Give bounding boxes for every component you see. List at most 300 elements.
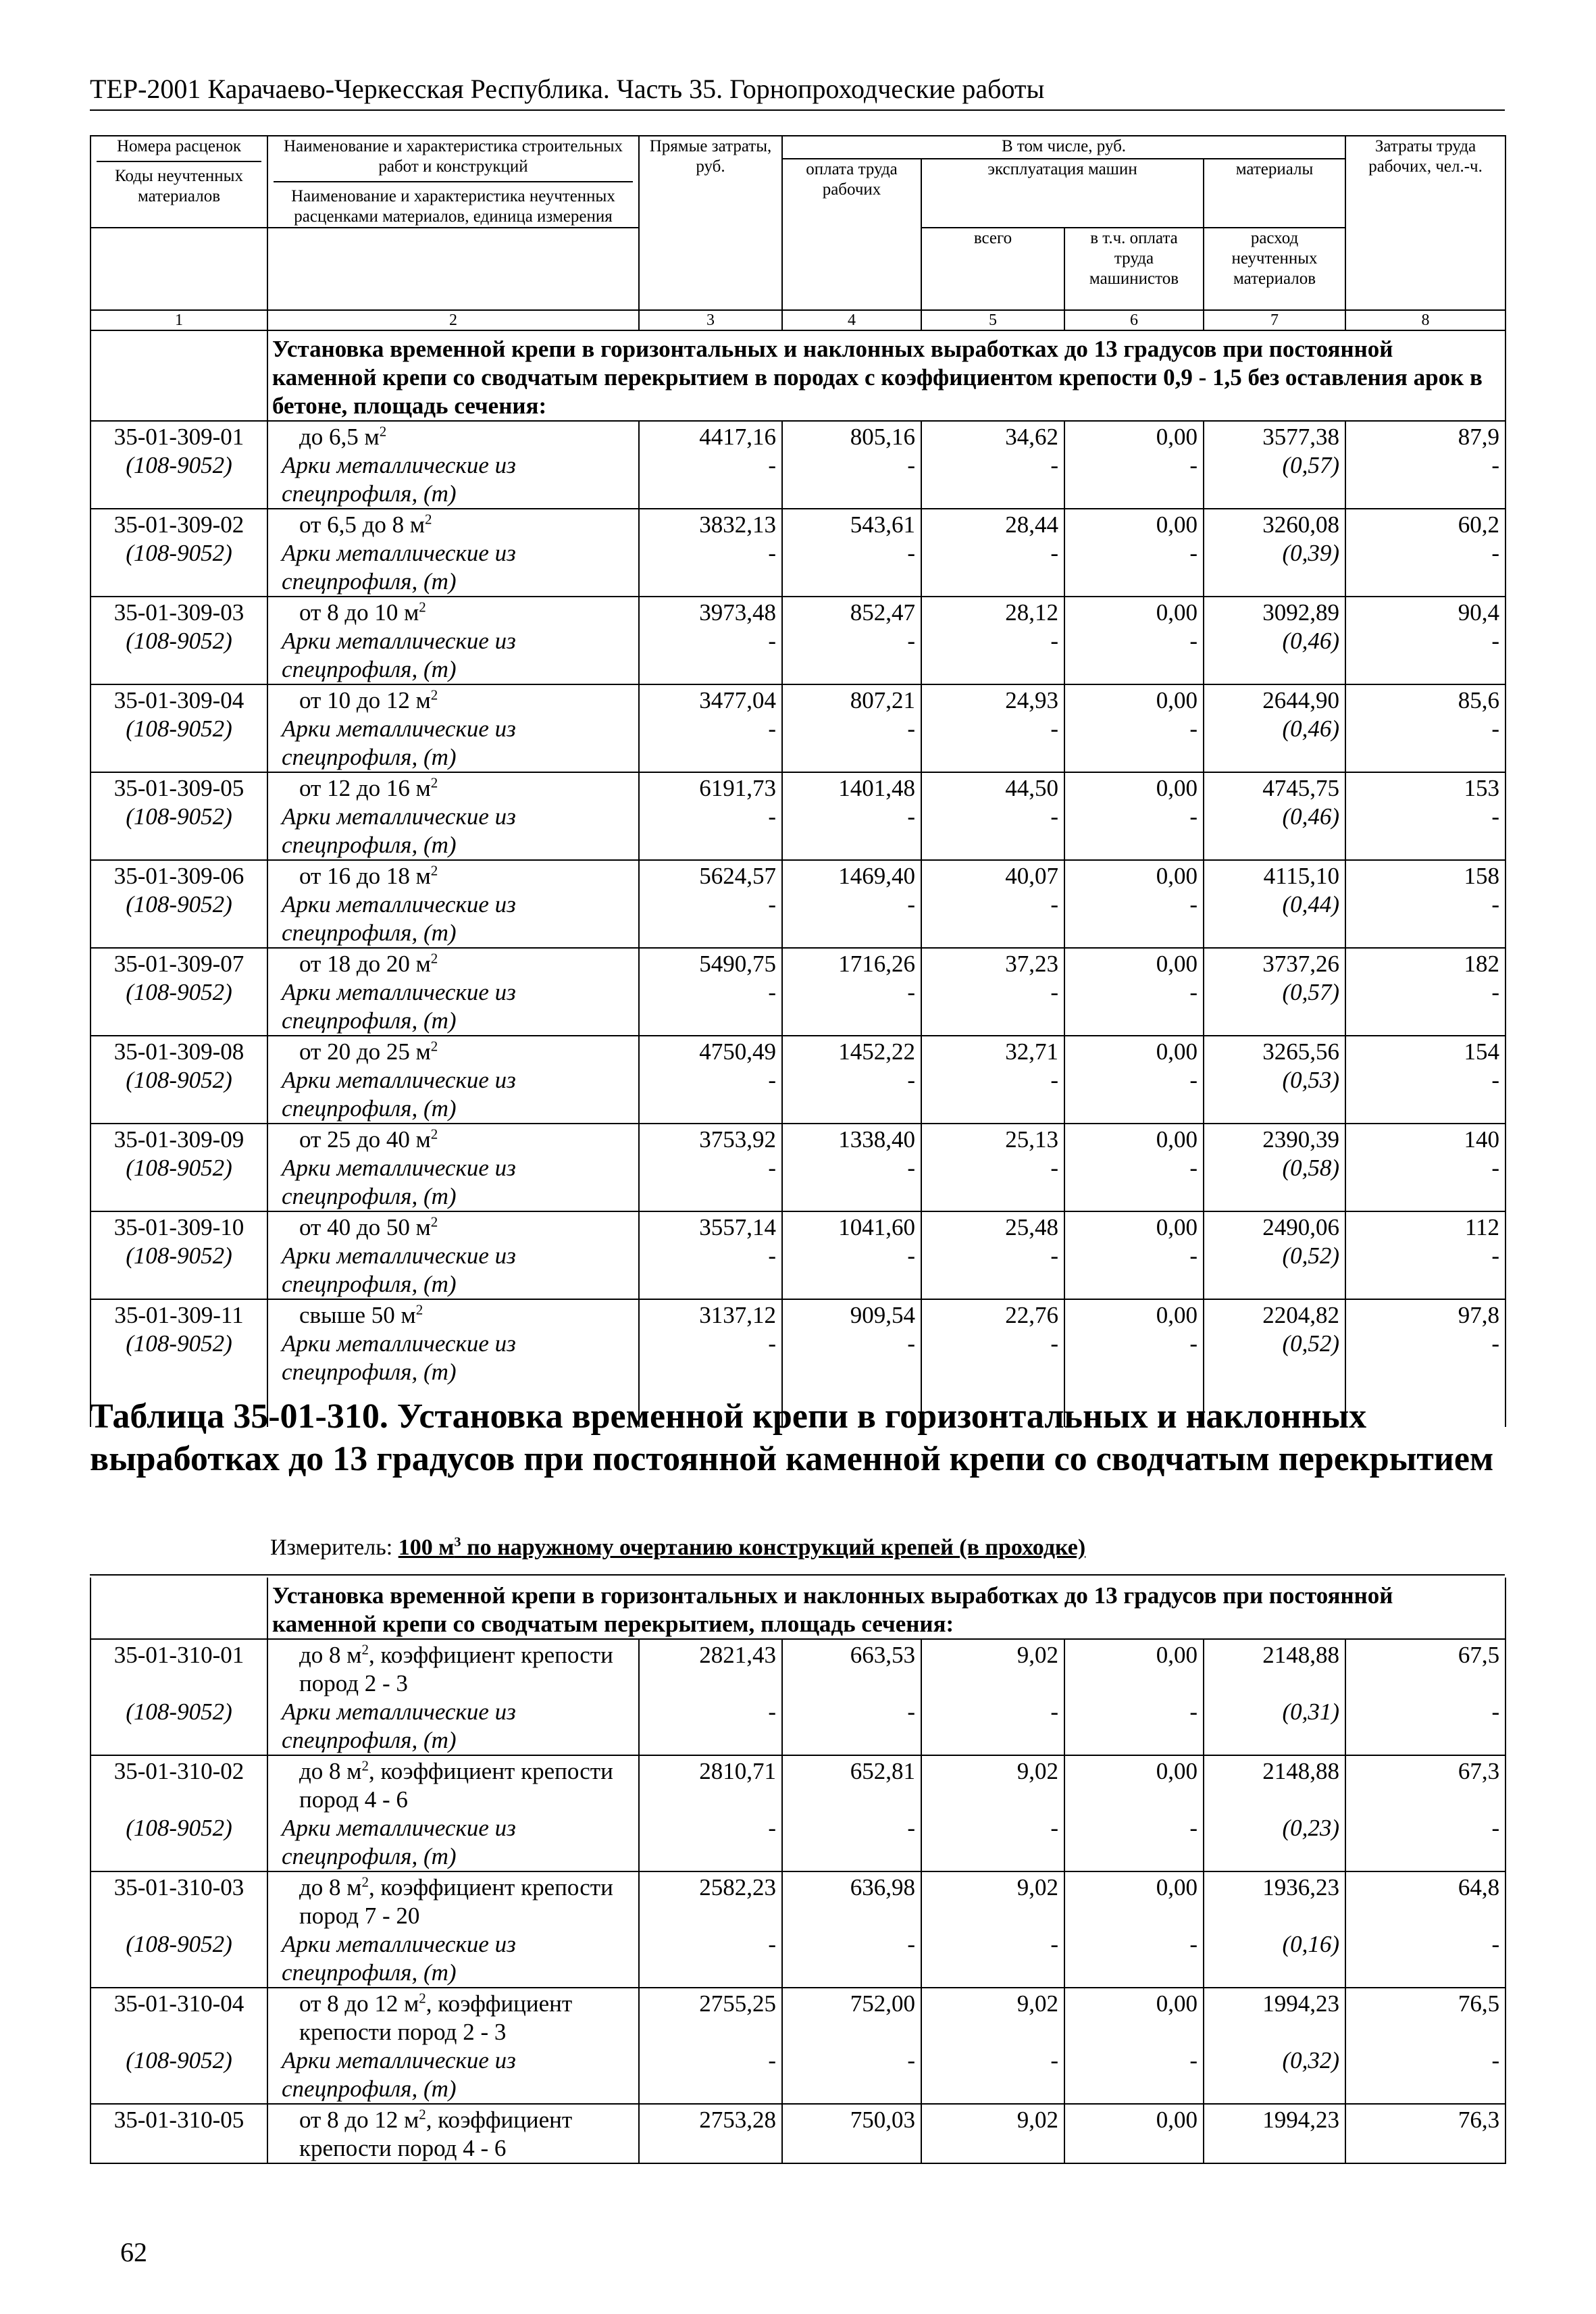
dash-cell: - (1345, 803, 1505, 860)
direct-costs: 2753,28 (639, 2104, 782, 2163)
table-row (91, 1299, 1505, 1330)
materials-cost: 4745,75 (1204, 772, 1345, 803)
direct-costs: 2755,25 (639, 1988, 782, 2046)
material-row (91, 1814, 1505, 1871)
dash-cell: - (639, 890, 782, 948)
table-body (91, 421, 1505, 1386)
dash-cell: - (921, 1154, 1064, 1211)
rate-code: 35-01-310-02 (91, 1755, 267, 1814)
rate-code: 35-01-310-01 (91, 1639, 267, 1698)
col-number: 1 (91, 310, 267, 330)
materials-cost: 3092,89 (1204, 597, 1345, 627)
labor-hours: 67,5 (1345, 1639, 1505, 1698)
labor-pay: 752,00 (782, 1988, 921, 2046)
material-qty: (0,32) (1204, 2046, 1345, 2104)
table-row (91, 1124, 1505, 1154)
material-name: Арки металлические из спецпрофиля, (т) (267, 1930, 639, 1988)
material-qty: (0,31) (1204, 1698, 1345, 1755)
dash-cell: - (1345, 451, 1505, 509)
dash-cell: - (1064, 1242, 1204, 1299)
machinists-pay: 0,00 (1064, 1988, 1204, 2046)
col-group-header: В том числе, руб. (782, 136, 1345, 159)
dash-cell: - (1064, 890, 1204, 948)
dash-cell: - (782, 2046, 921, 2104)
dash-cell: - (1064, 1930, 1204, 1988)
rate-name: от 6,5 до 8 $м^2$ (267, 509, 639, 539)
material-code: (108-9052) (91, 627, 267, 684)
section-title: Установка временной крепи в горизонтальных и наклонных выработках до 13 градусов при постоянной каменной крепи со сводчатым перекрытием в породах с коэффициентом крепости 0,9 - 1,5 без оставления арок в бетоне, площадь сечения: (267, 330, 1505, 421)
table-row (91, 1755, 1505, 1814)
materials-cost: 1936,23 (1204, 1871, 1345, 1930)
col-codes-spacer (91, 228, 267, 310)
material-name: Арки металлические из спецпрофиля, (т) (267, 451, 639, 509)
table-row (91, 509, 1505, 539)
rate-code: 35-01-310-04 (91, 1988, 267, 2046)
table-row (91, 684, 1505, 715)
rate-name: до 6,5 $м^2$ (267, 421, 639, 451)
material-row (91, 715, 1505, 772)
material-qty: (0,52) (1204, 1330, 1345, 1386)
rate-code: 35-01-309-03 (91, 597, 267, 627)
table-row (91, 860, 1505, 890)
rate-code: 35-01-309-09 (91, 1124, 267, 1154)
material-row (91, 1930, 1505, 1988)
rate-name: от 25 до 40 $м^2$ (267, 1124, 639, 1154)
labor-hours: 87,9 (1345, 421, 1505, 451)
machines-total: 9,02 (921, 1871, 1064, 1930)
dash-cell: - (782, 1814, 921, 1871)
rate-code: 35-01-309-06 (91, 860, 267, 890)
section-title: Установка временной крепи в горизонтальных и наклонных выработках до 13 градусов при постоянной каменной крепи со сводчатым перекрытием, площадь сечения: (267, 1578, 1505, 1639)
labor-pay: 1469,40 (782, 860, 921, 890)
material-qty: (0,58) (1204, 1154, 1345, 1211)
dash-cell: - (921, 2046, 1064, 2104)
labor-pay: 543,61 (782, 509, 921, 539)
materials-cost: 3265,56 (1204, 1036, 1345, 1066)
rates-table-309 (90, 135, 1506, 1427)
labor-hours: 153 (1345, 772, 1505, 803)
machinists-pay: 0,00 (1064, 1299, 1204, 1330)
table-row (91, 1639, 1505, 1698)
dash-cell: - (1064, 978, 1204, 1036)
col-number: 3 (639, 310, 782, 330)
material-row (91, 1330, 1505, 1386)
dash-cell: - (639, 627, 782, 684)
col-machines-header: эксплуатация машин (921, 159, 1204, 228)
col-name-header: Наименование и характеристика строительных работ и конструкций Наименование и характеристика неучтенных расценками материалов, единица измерения (267, 136, 639, 228)
material-code: (108-9052) (91, 1814, 267, 1871)
machines-total: 9,02 (921, 1639, 1064, 1698)
table-header (91, 136, 1505, 330)
dash-cell: - (921, 1814, 1064, 1871)
col-number: 2 (267, 310, 639, 330)
material-code: (108-9052) (91, 1330, 267, 1386)
machines-total: 28,12 (921, 597, 1064, 627)
col-mach-total-header: всего (921, 228, 1064, 310)
col-number: 6 (1064, 310, 1204, 330)
machines-total: 24,93 (921, 684, 1064, 715)
materials-cost: 3260,08 (1204, 509, 1345, 539)
rate-name: до 8 $м^2$, коэффициент крепости пород 2 - 3 (267, 1639, 639, 1698)
labor-pay: 807,21 (782, 684, 921, 715)
rate-code: 35-01-309-02 (91, 509, 267, 539)
material-name: Арки металлические из спецпрофиля, (т) (267, 1814, 639, 1871)
dash-cell: - (1064, 1698, 1204, 1755)
col-number: 4 (782, 310, 921, 330)
materials-cost: 2148,88 (1204, 1755, 1345, 1814)
labor-pay: 1401,48 (782, 772, 921, 803)
rate-code: 35-01-310-05 (91, 2104, 267, 2163)
rate-code: 35-01-309-07 (91, 948, 267, 978)
machinists-pay: 0,00 (1064, 684, 1204, 715)
material-name: Арки металлические из спецпрофиля, (т) (267, 1242, 639, 1299)
dash-cell: - (639, 1330, 782, 1386)
dash-cell: - (1345, 2046, 1505, 2104)
direct-costs: 5490,75 (639, 948, 782, 978)
dash-cell: - (1345, 1242, 1505, 1299)
rate-name: от 18 до 20 $м^2$ (267, 948, 639, 978)
labor-hours: 140 (1345, 1124, 1505, 1154)
dash-cell: - (1345, 539, 1505, 597)
dash-cell: - (639, 1930, 782, 1988)
material-row (91, 890, 1505, 948)
rate-name: от 16 до 18 $м^2$ (267, 860, 639, 890)
dash-cell: - (639, 1242, 782, 1299)
dash-cell: - (921, 451, 1064, 509)
materials-cost: 3577,38 (1204, 421, 1345, 451)
col-materials-header: материалы (1204, 159, 1345, 228)
dash-cell: - (639, 451, 782, 509)
dash-cell: - (1345, 1930, 1505, 1988)
material-qty: (0,52) (1204, 1242, 1345, 1299)
material-row (91, 1698, 1505, 1755)
section-spacer (91, 1578, 267, 1639)
col-number: 8 (1345, 310, 1505, 330)
meter-value: 100 $м^3$ по наружному очертанию конструкций крепей (в проходке) (398, 1534, 1086, 1560)
dash-cell: - (782, 1066, 921, 1124)
dash-cell: - (639, 715, 782, 772)
materials-cost: 2204,82 (1204, 1299, 1345, 1330)
labor-hours: 76,3 (1345, 2104, 1505, 2163)
material-row (91, 1242, 1505, 1299)
direct-costs: 2810,71 (639, 1755, 782, 1814)
page-number: 62 (120, 2237, 147, 2267)
labor-hours: 182 (1345, 948, 1505, 978)
material-code: (108-9052) (91, 451, 267, 509)
dash-cell: - (921, 715, 1064, 772)
dash-cell: - (921, 803, 1064, 860)
dash-cell: - (921, 1242, 1064, 1299)
dash-cell: - (782, 1698, 921, 1755)
col-number: 7 (1204, 310, 1345, 330)
material-code: (108-9052) (91, 539, 267, 597)
dash-cell: - (1064, 627, 1204, 684)
dash-cell: - (921, 978, 1064, 1036)
material-qty: (0,53) (1204, 1066, 1345, 1124)
machinists-pay: 0,00 (1064, 2104, 1204, 2163)
dash-cell: - (1345, 1066, 1505, 1124)
dash-cell: - (782, 978, 921, 1036)
col-mach-labor-header: в т.ч. оплата труда машинистов (1064, 228, 1204, 310)
labor-hours: 158 (1345, 860, 1505, 890)
material-code: (108-9052) (91, 1698, 267, 1755)
dash-cell: - (1345, 715, 1505, 772)
material-name: Арки металлические из спецпрофиля, (т) (267, 627, 639, 684)
direct-costs: 3557,14 (639, 1211, 782, 1242)
dash-cell: - (1064, 1066, 1204, 1124)
material-qty: (0,39) (1204, 539, 1345, 597)
direct-costs: 3137,12 (639, 1299, 782, 1330)
dash-cell: - (782, 890, 921, 948)
materials-cost: 4115,10 (1204, 860, 1345, 890)
page-header: ТЕР-2001 Карачаево-Черкесская Республика. Часть 35. Горнопроходческие работы (90, 73, 1505, 111)
col-hours-header: Затраты труда рабочих, чел.-ч. (1345, 136, 1505, 310)
table-row (91, 1871, 1505, 1930)
labor-pay: 1041,60 (782, 1211, 921, 1242)
material-name: Арки металлические из спецпрофиля, (т) (267, 1330, 639, 1386)
direct-costs: 6191,73 (639, 772, 782, 803)
dash-cell: - (1064, 715, 1204, 772)
col-mat-qty-header: расход неучтенных материалов (1204, 228, 1345, 310)
material-row (91, 539, 1505, 597)
dash-cell: - (782, 451, 921, 509)
machinists-pay: 0,00 (1064, 1755, 1204, 1814)
dash-cell: - (1345, 890, 1505, 948)
machines-total: 37,23 (921, 948, 1064, 978)
rates-table-310 (90, 1578, 1506, 2164)
direct-costs: 3477,04 (639, 684, 782, 715)
material-qty: (0,57) (1204, 978, 1345, 1036)
material-name: Арки металлические из спецпрофиля, (т) (267, 715, 639, 772)
rate-name: от 8 до 12 $м^2$, коэффициент крепости пород 4 - 6 (267, 2104, 639, 2163)
labor-hours: 90,4 (1345, 597, 1505, 627)
material-qty: (0,44) (1204, 890, 1345, 948)
machinists-pay: 0,00 (1064, 1124, 1204, 1154)
labor-hours: 76,5 (1345, 1988, 1505, 2046)
material-row (91, 2046, 1505, 2104)
direct-costs: 3832,13 (639, 509, 782, 539)
col-name-spacer (267, 228, 639, 310)
dash-cell: - (1064, 539, 1204, 597)
machines-total: 44,50 (921, 772, 1064, 803)
material-code: (108-9052) (91, 2046, 267, 2104)
dash-cell: - (1064, 451, 1204, 509)
machines-total: 22,76 (921, 1299, 1064, 1330)
material-code: (108-9052) (91, 1930, 267, 1988)
rate-code: 35-01-309-04 (91, 684, 267, 715)
machinists-pay: 0,00 (1064, 948, 1204, 978)
dash-cell: - (639, 978, 782, 1036)
table-row (91, 597, 1505, 627)
machines-total: 25,48 (921, 1211, 1064, 1242)
dash-cell: - (1064, 803, 1204, 860)
dash-cell: - (921, 1698, 1064, 1755)
table-row (91, 772, 1505, 803)
dash-cell: - (921, 1930, 1064, 1988)
material-name: Арки металлические из спецпрофиля, (т) (267, 1698, 639, 1755)
material-qty: (0,57) (1204, 451, 1345, 509)
material-row (91, 978, 1505, 1036)
dash-cell: - (639, 1066, 782, 1124)
table-row (91, 2104, 1505, 2163)
table-body (91, 1639, 1505, 2163)
material-name: Арки металлические из спецпрофиля, (т) (267, 978, 639, 1036)
dash-cell: - (782, 803, 921, 860)
labor-hours: 64,8 (1345, 1871, 1505, 1930)
material-qty: (0,46) (1204, 627, 1345, 684)
material-qty: (0,46) (1204, 715, 1345, 772)
dash-cell: - (639, 2046, 782, 2104)
rate-code: 35-01-309-01 (91, 421, 267, 451)
material-name: Арки металлические из спецпрофиля, (т) (267, 539, 639, 597)
dash-cell: - (639, 1814, 782, 1871)
material-row (91, 803, 1505, 860)
dash-cell: - (1064, 1814, 1204, 1871)
machinists-pay: 0,00 (1064, 1639, 1204, 1698)
labor-hours: 85,6 (1345, 684, 1505, 715)
dash-cell: - (1345, 627, 1505, 684)
labor-pay: 805,16 (782, 421, 921, 451)
dash-cell: - (921, 1330, 1064, 1386)
divider (90, 1574, 1505, 1576)
dash-cell: - (639, 1698, 782, 1755)
machines-total: 28,44 (921, 509, 1064, 539)
labor-pay: 636,98 (782, 1871, 921, 1930)
col-labor-header: оплата труда рабочих (782, 159, 921, 310)
machines-total: 32,71 (921, 1036, 1064, 1066)
rate-name: от 40 до 50 $м^2$ (267, 1211, 639, 1242)
machinists-pay: 0,00 (1064, 1871, 1204, 1930)
table-title-rest: Установка временной крепи в горизонтальных и наклонных выработках до 13 градусов при постоянной каменной крепи со сводчатым перекрытием (90, 1397, 1494, 1478)
material-code: (108-9052) (91, 715, 267, 772)
material-qty: (0,16) (1204, 1930, 1345, 1988)
rate-code: 35-01-309-08 (91, 1036, 267, 1066)
direct-costs: 2582,23 (639, 1871, 782, 1930)
direct-costs: 4417,16 (639, 421, 782, 451)
material-code: (108-9052) (91, 978, 267, 1036)
col-codes-header: Номера расценок Коды неучтенных материалов (91, 136, 267, 228)
labor-pay: 852,47 (782, 597, 921, 627)
material-qty: (0,46) (1204, 803, 1345, 860)
labor-pay: 1452,22 (782, 1036, 921, 1066)
table-title (90, 1395, 1505, 1480)
machines-total: 25,13 (921, 1124, 1064, 1154)
machines-total: 9,02 (921, 1755, 1064, 1814)
meter-label: Измеритель: (270, 1535, 393, 1560)
labor-pay: 750,03 (782, 2104, 921, 2163)
material-name: Арки металлические из спецпрофиля, (т) (267, 1066, 639, 1124)
dash-cell: - (1064, 1154, 1204, 1211)
material-code: (108-9052) (91, 803, 267, 860)
labor-hours: 60,2 (1345, 509, 1505, 539)
labor-hours: 154 (1345, 1036, 1505, 1066)
dash-cell: - (921, 539, 1064, 597)
materials-cost: 1994,23 (1204, 2104, 1345, 2163)
table-title-lead: Таблица 35-01-310. (90, 1397, 388, 1436)
rate-code: 35-01-309-11 (91, 1299, 267, 1330)
rate-name: от 8 до 10 $м^2$ (267, 597, 639, 627)
materials-cost: 3737,26 (1204, 948, 1345, 978)
dash-cell: - (1345, 1154, 1505, 1211)
machinists-pay: 0,00 (1064, 1211, 1204, 1242)
machines-total: 9,02 (921, 2104, 1064, 2163)
dash-cell: - (1345, 1814, 1505, 1871)
col-direct-header: Прямые затраты, руб. (639, 136, 782, 310)
dash-cell: - (1345, 978, 1505, 1036)
rate-code: 35-01-309-05 (91, 772, 267, 803)
rate-name: от 8 до 12 $м^2$, коэффициент крепости пород 2 - 3 (267, 1988, 639, 2046)
direct-costs: 4750,49 (639, 1036, 782, 1066)
dash-cell: - (639, 539, 782, 597)
machinists-pay: 0,00 (1064, 772, 1204, 803)
rate-name: от 12 до 16 $м^2$ (267, 772, 639, 803)
dash-cell: - (782, 539, 921, 597)
dash-cell: - (782, 1154, 921, 1211)
material-name: Арки металлические из спецпрофиля, (т) (267, 803, 639, 860)
table-row (91, 421, 1505, 451)
dash-cell: - (782, 1330, 921, 1386)
dash-cell: - (921, 1066, 1064, 1124)
dash-cell: - (639, 1154, 782, 1211)
dash-cell: - (921, 890, 1064, 948)
machinists-pay: 0,00 (1064, 421, 1204, 451)
dash-cell: - (1064, 1330, 1204, 1386)
machines-total: 34,62 (921, 421, 1064, 451)
labor-pay: 909,54 (782, 1299, 921, 1330)
rate-name: свыше 50 $м^2$ (267, 1299, 639, 1330)
labor-pay: 652,81 (782, 1755, 921, 1814)
material-code: (108-9052) (91, 890, 267, 948)
dash-cell: - (782, 715, 921, 772)
direct-costs: 3753,92 (639, 1124, 782, 1154)
table-row (91, 1988, 1505, 2046)
table-row (91, 948, 1505, 978)
col-number: 5 (921, 310, 1064, 330)
rate-code: 35-01-310-03 (91, 1871, 267, 1930)
rate-code: 35-01-309-10 (91, 1211, 267, 1242)
machinists-pay: 0,00 (1064, 509, 1204, 539)
direct-costs: 3973,48 (639, 597, 782, 627)
labor-pay: 663,53 (782, 1639, 921, 1698)
rate-name: от 10 до 12 $м^2$ (267, 684, 639, 715)
labor-hours: 67,3 (1345, 1755, 1505, 1814)
materials-cost: 2148,88 (1204, 1639, 1345, 1698)
machinists-pay: 0,00 (1064, 597, 1204, 627)
dash-cell: - (782, 1930, 921, 1988)
materials-cost: 1994,23 (1204, 1988, 1345, 2046)
meter-line (270, 1534, 1085, 1562)
material-qty: (0,23) (1204, 1814, 1345, 1871)
direct-costs: 5624,57 (639, 860, 782, 890)
rate-name: до 8 $м^2$, коэффициент крепости пород 7 - 20 (267, 1871, 639, 1930)
dash-cell: - (782, 627, 921, 684)
table-row (91, 1036, 1505, 1066)
labor-hours: 97,8 (1345, 1299, 1505, 1330)
machinists-pay: 0,00 (1064, 860, 1204, 890)
material-row (91, 627, 1505, 684)
material-code: (108-9052) (91, 1154, 267, 1211)
table-row (91, 1211, 1505, 1242)
material-row (91, 1154, 1505, 1211)
labor-pay: 1338,40 (782, 1124, 921, 1154)
labor-pay: 1716,26 (782, 948, 921, 978)
direct-costs: 2821,43 (639, 1639, 782, 1698)
materials-cost: 2390,39 (1204, 1124, 1345, 1154)
machines-total: 9,02 (921, 1988, 1064, 2046)
material-name: Арки металлические из спецпрофиля, (т) (267, 2046, 639, 2104)
rate-name: до 8 $м^2$, коэффициент крепости пород 4 - 6 (267, 1755, 639, 1814)
dash-cell: - (782, 1242, 921, 1299)
